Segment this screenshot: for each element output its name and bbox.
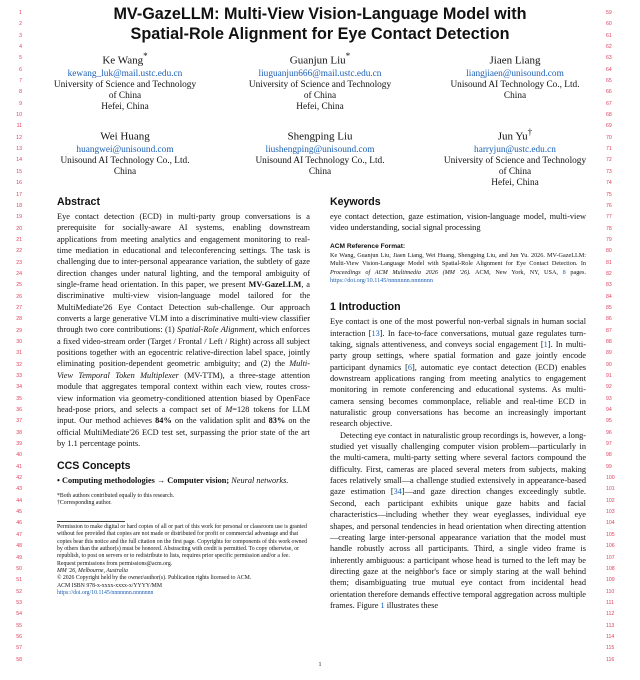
footnote-rule <box>57 521 125 522</box>
author-affiliation: University of Science and Technology <box>248 79 392 90</box>
line-number: 81 <box>606 259 612 266</box>
reference-doi-link[interactable]: https://doi.org/10.1145/nnnnnnn.nnnnnnn <box>330 276 433 284</box>
line-number: 17 <box>16 191 22 198</box>
line-number: 32 <box>16 361 22 368</box>
author-name: Ke Wang <box>102 54 144 67</box>
intro-segment: ], automatic eye contact detection (ECD) enables downstream applications ranging from meeting analytics to engagement monitoring in remote conferencing and educational systems. As multi-camera sensing becomes commonplace, reliable and real-time ECD in naturalistic group conversations has become an increasingly important research objective. <box>330 362 587 429</box>
intro-segment: ]—and gaze direction changes exceedingly subtle. Second, each participant exhibits unique gaze habits and facial characteristics—including whether they wear eyeglasses, individual eye shapes, and personal tendencies in head orientation when directing attention—creating large inter-personal appearance variation that the model must handle robustly across all participants. Third, a single video frame is inherently ambiguous: a participant whose head is turned to the left may be directing gaze at the neighbor's face or simply staring at the wall behind them; disambiguating true mutual eye contact from incidental head orientation therefore demands effective temporal aggregation across multiple frames. Figure <box>330 487 586 610</box>
permission-text: Permission to make digital or hard copies of all or part of this work for personal or classroom use is granted without fee provided that copies are not made or distributed for profit or commercial advantage and that copies bear this notice and the full citation on the first page. Copyrights for components of this work owned by others than the author(s) must be honored. Abstracting with credit is permitted. To copy otherwise, or republish, to post on servers or to redistribute to lists, requires prior specific permission and/or a fee. Request permissions from permissions@acm.org. <box>57 524 308 567</box>
line-number: 39 <box>16 441 22 448</box>
line-number: 85 <box>606 304 612 311</box>
figure-link[interactable]: 1 <box>380 600 385 610</box>
line-number: 7 <box>19 78 22 85</box>
line-number: 94 <box>606 407 612 414</box>
line-number: 83 <box>606 282 612 289</box>
reference-segment: Ke Wang, Guanjun Liu, Jiaen Liang, Wei Huang, Shengping Liu, and Jun Yu. 2026. MV-GazeLLM: Multi-View Vision-Language Model with Spatial-Role Alignment for Eye Contact Detection. In <box>330 251 586 268</box>
line-number: 51 <box>16 577 22 584</box>
line-number: 57 <box>16 645 22 652</box>
line-number: 110 <box>606 588 615 595</box>
abstract-text <box>57 211 310 449</box>
line-number: 71 <box>606 146 612 153</box>
author-name: Wei Huang <box>100 130 150 143</box>
ccs-bold: • Computing methodologies → Computer vision; <box>57 476 232 486</box>
author-mark: * <box>345 51 351 61</box>
line-number: 89 <box>606 350 612 357</box>
line-number: 66 <box>606 89 612 96</box>
line-number: 67 <box>606 100 612 107</box>
line-number: 44 <box>16 497 22 504</box>
line-number: 35 <box>16 395 22 402</box>
abstract-segment: , a discriminative multi-view vision-language model tailored for the MultiMediate'26 Eye Contact Detection sub-challenge. Our approach converts a large generative VLM into a discriminative multi-view classifier through two core contributions: (1) <box>57 280 310 335</box>
line-number: 55 <box>16 622 22 629</box>
intro-segment: Eye contact is one of the most powerful non-verbal signals in human social interaction [ <box>330 317 586 338</box>
line-number: 25 <box>16 282 22 289</box>
left-column <box>57 196 310 597</box>
introduction-heading: 1 Introduction <box>330 301 401 314</box>
line-number: 14 <box>16 157 22 164</box>
ccs-heading: CCS Concepts <box>57 460 131 473</box>
author-mark: † <box>527 127 533 137</box>
right-column <box>330 196 586 611</box>
line-number: 75 <box>606 191 612 198</box>
line-number: 15 <box>16 168 22 175</box>
page-number: 1 <box>318 662 322 668</box>
line-number: 115 <box>606 645 615 652</box>
line-number: 88 <box>606 338 612 345</box>
line-number: 90 <box>606 361 612 368</box>
abstract-italic: Multi-View Temporal Token Multiplexer <box>57 359 310 380</box>
abstract-italic: Spatial-Role Alignment <box>177 325 255 335</box>
line-number: 79 <box>606 236 612 243</box>
line-number: 1 <box>19 10 22 16</box>
line-number: 68 <box>606 112 612 119</box>
author-2 <box>225 50 415 113</box>
citation-link[interactable]: 1 <box>543 340 548 349</box>
line-number: 107 <box>606 554 615 561</box>
line-number: 26 <box>16 293 22 300</box>
line-number: 111 <box>606 599 614 606</box>
footnotes <box>57 493 310 508</box>
author-affiliation: China <box>503 91 527 102</box>
line-number: 28 <box>16 316 22 323</box>
line-number: 24 <box>16 270 22 277</box>
line-number: 98 <box>606 452 612 459</box>
line-number: 22 <box>16 248 22 255</box>
line-number: 97 <box>606 441 612 448</box>
copyright: © 2026 Copyright held by the owner/author(s). Publication rights licensed to ACM. <box>57 575 252 582</box>
line-number: 114 <box>606 633 615 640</box>
reference-heading: ACM Reference Format: <box>330 242 406 250</box>
author-email[interactable]: liangjiaen@unisound.com <box>466 68 564 79</box>
line-number: 63 <box>606 55 612 62</box>
author-affiliation: University of Science and Technology <box>443 155 587 166</box>
line-number: 70 <box>606 134 612 141</box>
line-number: 93 <box>606 395 612 402</box>
line-number: 37 <box>16 418 22 425</box>
citation-link[interactable]: 34 <box>393 487 402 497</box>
author-location: Hefei, China <box>491 178 539 189</box>
abstract-segment: (MV-TTM), a three-stage attention module that aggregates temporal context within each view, routes cross-view information via geometry-conditioned attention biased by OpenFace head-pose priors, and selects a compact set of <box>57 370 310 414</box>
line-number: 45 <box>16 509 22 516</box>
citation-link[interactable]: 13 <box>371 328 380 338</box>
author-affiliation: University of Science and Technology <box>53 79 197 90</box>
line-number: 11 <box>16 123 22 130</box>
author-name: Shengping Liu <box>287 130 353 143</box>
line-number: 99 <box>606 463 612 470</box>
line-number: 4 <box>19 44 22 51</box>
line-number: 41 <box>16 463 22 470</box>
line-number: 21 <box>16 236 22 243</box>
line-number: 3 <box>19 32 22 39</box>
title-line-2: Spatial-Role Alignment for Eye Contact Detection <box>130 25 510 43</box>
line-number: 40 <box>16 452 22 459</box>
line-number: 74 <box>606 180 612 187</box>
page-count-link[interactable]: 8 <box>562 268 566 276</box>
line-number: 109 <box>606 577 615 584</box>
line-number: 48 <box>16 543 22 550</box>
line-number: 87 <box>606 327 612 334</box>
intro-paragraph-1 <box>330 316 586 429</box>
line-number: 27 <box>16 304 22 311</box>
line-number: 2 <box>19 21 22 28</box>
line-number: 60 <box>606 21 612 28</box>
line-number: 69 <box>606 123 612 130</box>
author-location: Hefei, China <box>101 102 149 113</box>
line-number: 16 <box>16 180 22 187</box>
author-affiliation: Unisound AI Technology Co., Ltd. <box>255 155 385 166</box>
reference-italic: Proceedings of ACM Multimedia 2026 (MM '26). <box>330 268 471 276</box>
author-affiliation: of China <box>108 91 142 102</box>
line-number: 34 <box>16 384 22 391</box>
author-name: Jun Yu <box>497 130 528 143</box>
line-number: 29 <box>16 327 22 334</box>
line-number: 100 <box>606 475 615 482</box>
line-number: 43 <box>16 486 22 493</box>
author-mark: * <box>143 51 148 61</box>
line-number: 108 <box>606 565 615 572</box>
line-number: 112 <box>606 611 615 618</box>
line-number: 50 <box>16 565 22 572</box>
line-numbers-left <box>4 8 22 666</box>
ccs-italic: Neural networks. <box>231 476 289 486</box>
line-number: 20 <box>16 225 22 232</box>
line-number: 5 <box>19 55 22 62</box>
line-number: 65 <box>606 78 612 85</box>
author-affiliation: China <box>308 167 332 178</box>
line-number: 64 <box>606 66 612 73</box>
line-number: 102 <box>606 497 615 504</box>
line-number: 104 <box>606 520 615 527</box>
line-number: 92 <box>606 384 612 391</box>
author-name: Guanjun Liu <box>289 54 346 67</box>
line-number: 59 <box>606 10 612 16</box>
intro-segment: ]. In face-to-face conversations, mutual gaze regulates turn-taking, signals attentiveness, and conveys social engagement [ <box>330 328 586 349</box>
line-number: 116 <box>606 656 615 663</box>
abstract-segment: =128 tokens for LLM input. Our method achieves <box>57 404 311 426</box>
abstract-heading: Abstract <box>57 196 100 208</box>
intro-segment: ]. In multi-party group settings, where spatial formation and gaze jointly encode participant dynamics [ <box>330 340 586 372</box>
line-number: 61 <box>606 32 612 39</box>
line-number: 86 <box>606 316 612 323</box>
abstract-bold: MV-GazeLLM <box>248 280 302 290</box>
line-number: 36 <box>16 407 22 414</box>
line-number: 96 <box>606 429 612 436</box>
keywords-text: eye contact detection, gaze estimation, vision-language model, multi-view video understanding, social signal processing <box>330 212 586 233</box>
author-affiliation: Unisound AI Technology Co., Ltd. <box>60 155 190 166</box>
line-number: 6 <box>19 66 22 73</box>
reference-segment: pages. <box>565 268 586 276</box>
line-number: 113 <box>606 622 615 629</box>
line-number: 9 <box>19 100 22 107</box>
line-number: 46 <box>16 520 22 527</box>
author-affiliation: of China <box>303 91 337 102</box>
line-number: 101 <box>606 486 615 493</box>
line-number: 13 <box>16 146 22 153</box>
permission-block <box>57 524 310 597</box>
line-number: 12 <box>16 134 22 141</box>
footnote: †Corresponding author. <box>57 499 112 506</box>
line-number: 91 <box>606 373 612 379</box>
line-number: 82 <box>606 270 612 277</box>
isbn: ACM ISBN 978-x-xxxx-xxxx-x/YYYY/MM <box>57 582 162 589</box>
line-number: 31 <box>16 350 22 357</box>
author-3 <box>420 50 610 102</box>
line-number: 62 <box>606 44 612 51</box>
abstract-segment: , which enforces a fixed video-stream order (Target / Frontal / Left / Right) across all subject positions together with an egocentric relative-direction label space, jointly eliminating position-dependent geometric ambiguity; and (2) the <box>57 325 310 369</box>
author-email[interactable]: liushengping@unisound.com <box>265 144 375 155</box>
line-number: 54 <box>16 611 22 618</box>
line-number: 76 <box>606 202 612 209</box>
author-email[interactable]: harryjun@ustc.edu.cn <box>474 144 556 155</box>
line-number: 19 <box>16 214 22 221</box>
line-number: 105 <box>606 531 615 538</box>
line-number: 18 <box>16 202 22 209</box>
author-email[interactable]: huangwei@unisound.com <box>76 144 174 155</box>
venue: MM '26, Melbourne, Australia <box>57 567 128 574</box>
footnote: *Both authors contributed equally to this research. <box>57 492 175 499</box>
line-number: 42 <box>16 475 22 482</box>
line-number: 10 <box>16 112 22 119</box>
intro-segment: illustrates these <box>384 600 439 610</box>
line-number: 23 <box>16 259 22 266</box>
line-number: 38 <box>16 429 22 436</box>
author-email[interactable]: liuguanjun666@mail.ustc.edu.cn <box>258 68 382 79</box>
abstract-bold: 84% <box>155 416 172 426</box>
abstract-segment: on the official MultiMediate'26 ECD test set, surpassing the prior state of the art by 1.1 percentage points. <box>57 416 310 448</box>
doi-link[interactable]: https://doi.org/10.1145/nnnnnnn.nnnnnnn <box>57 589 154 596</box>
abstract-italic: M <box>225 404 233 414</box>
author-name: Jiaen Liang <box>489 54 541 67</box>
author-4 <box>30 126 220 178</box>
line-number: 77 <box>606 214 612 221</box>
line-number: 72 <box>606 157 612 164</box>
line-number: 73 <box>606 168 612 175</box>
line-number: 78 <box>606 225 612 232</box>
line-number: 106 <box>606 543 615 550</box>
line-number: 56 <box>16 633 22 640</box>
ccs-text <box>57 475 310 486</box>
intro-paragraph-2 <box>330 430 586 612</box>
line-number: 49 <box>16 554 22 561</box>
author-6 <box>420 126 610 189</box>
line-number: 53 <box>16 599 22 606</box>
author-affiliation: Unisound AI Technology Co., Ltd. <box>450 79 580 90</box>
abstract-segment: Eye contact detection (ECD) in multi-party group conversations is a prerequisite for socially-aware AI systems, enabling downstream applications from meeting analytics and engagement monitoring to real-time mediation in educational and teleconferencing settings. The task is challenging due to inter-personal appearance variation, the subtlety of gaze direction changes under natural lighting, and the temporal ambiguity of single-frame head orientation. In this paper, we present <box>57 212 310 290</box>
line-number: 47 <box>16 531 22 538</box>
abstract-segment: on the validation split and <box>171 416 269 426</box>
line-number: 8 <box>19 89 22 96</box>
abstract-bold: 83% <box>268 416 286 426</box>
author-location: Hefei, China <box>296 102 344 113</box>
paper-title <box>40 4 600 44</box>
author-affiliation: of China <box>498 167 532 178</box>
reference-text <box>330 252 586 286</box>
intro-segment: Detecting eye contact in naturalistic group recordings is, however, a long-studied yet visually challenging computer vision problem—particularly in the multi-camera, multi-party setting where several factors compound the difficulty. First, cameras are placed several meters from subjects, making faces relatively small—a challenge studied extensively in appearance-based gaze estimation [ <box>330 430 586 497</box>
reference-segment: ACM, New York, NY, USA, <box>470 268 563 276</box>
line-numbers-right <box>606 8 624 666</box>
citation-link[interactable]: 6 <box>407 362 413 372</box>
line-number: 103 <box>606 509 615 516</box>
keywords-heading: Keywords <box>330 196 381 208</box>
line-number: 80 <box>606 248 612 255</box>
line-number: 52 <box>16 588 22 595</box>
title-line-1: MV-GazeLLM: Multi-View Vision-Language Model with <box>113 5 527 23</box>
line-number: 58 <box>16 656 22 663</box>
line-number: 84 <box>606 293 612 300</box>
line-number: 95 <box>606 418 612 425</box>
line-number: 30 <box>16 338 22 345</box>
author-1 <box>30 50 220 113</box>
author-email[interactable]: kewang_luk@mail.ustc.edu.cn <box>67 68 183 79</box>
line-number: 33 <box>16 373 22 379</box>
author-affiliation: China <box>113 167 137 178</box>
author-5 <box>225 126 415 178</box>
